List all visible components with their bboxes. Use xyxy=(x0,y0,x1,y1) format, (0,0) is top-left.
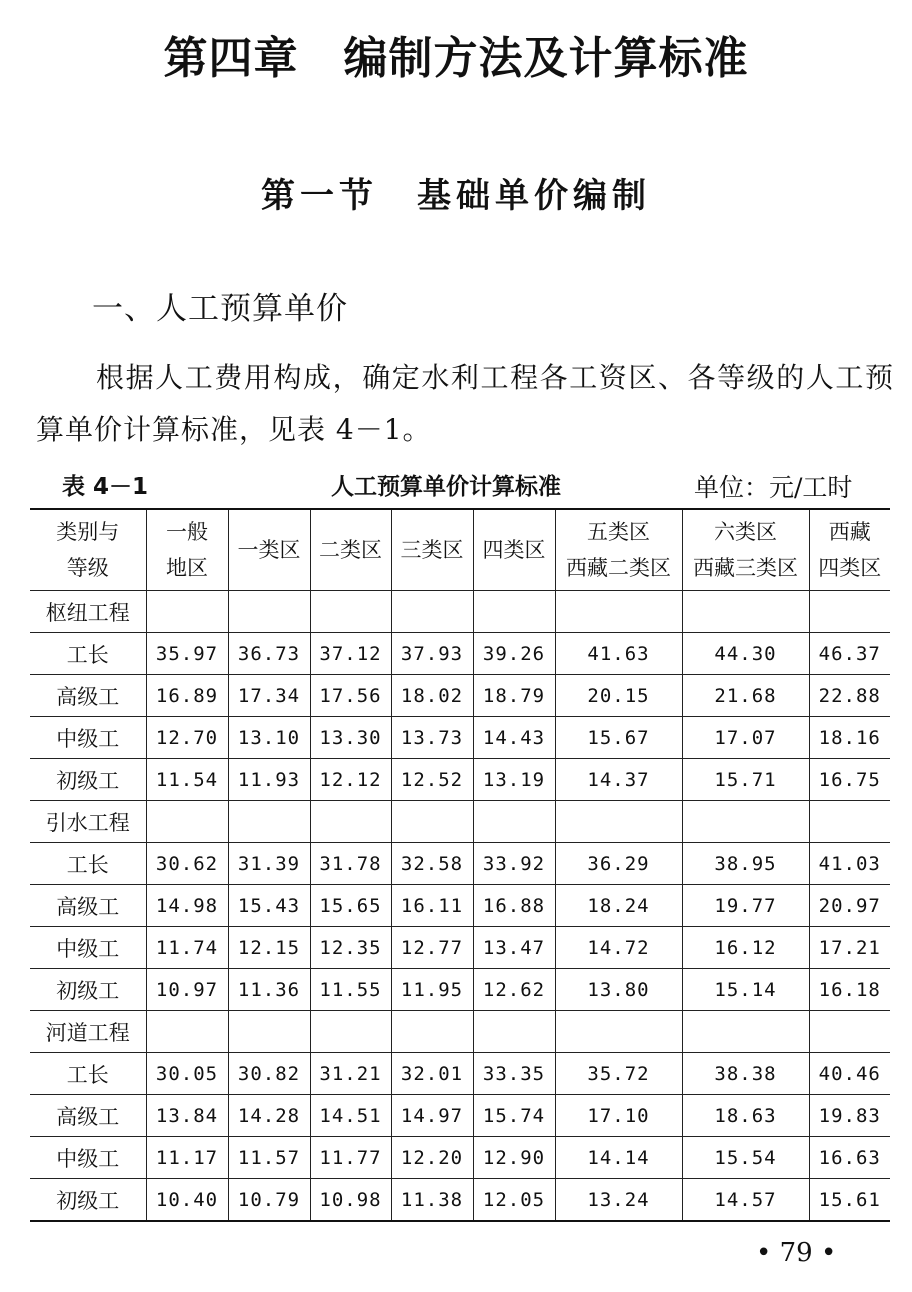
rate-cell: 10.98 xyxy=(310,1179,391,1222)
table-row xyxy=(30,1053,890,1095)
table-row xyxy=(30,759,890,801)
rate-cell: 16.18 xyxy=(809,969,890,1011)
rate-cell: 13.84 xyxy=(146,1095,228,1137)
rate-cell: 13.24 xyxy=(555,1179,682,1222)
grade-cell: 高级工 xyxy=(30,675,146,717)
empty-cell xyxy=(310,801,391,843)
empty-cell xyxy=(146,591,228,633)
rate-cell: 14.98 xyxy=(146,885,228,927)
empty-cell xyxy=(809,591,890,633)
rate-cell: 12.62 xyxy=(473,969,555,1011)
column-header-line: 西藏 xyxy=(828,520,871,544)
table-row xyxy=(30,675,890,717)
column-header-line: 四类区 xyxy=(818,556,882,580)
rate-cell: 11.55 xyxy=(310,969,391,1011)
rate-cell: 11.36 xyxy=(228,969,310,1011)
column-header xyxy=(391,509,473,591)
rate-cell: 11.57 xyxy=(228,1137,310,1179)
grade-cell: 初级工 xyxy=(30,1179,146,1222)
rate-cell: 15.43 xyxy=(228,885,310,927)
rate-cell: 30.82 xyxy=(228,1053,310,1095)
grade-cell: 初级工 xyxy=(30,759,146,801)
rate-cell: 35.97 xyxy=(146,633,228,675)
rate-cell: 12.90 xyxy=(473,1137,555,1179)
subsection-title: 一、人工预算单价 xyxy=(92,291,348,327)
body-paragraph: 根据人工费用构成，确定水利工程各工资区、各等级的人工预算单价计算标准，见表 4－1。 xyxy=(36,361,894,446)
rate-cell: 15.65 xyxy=(310,885,391,927)
empty-cell xyxy=(310,1011,391,1053)
rate-cell: 16.75 xyxy=(809,759,890,801)
rate-cell: 11.38 xyxy=(391,1179,473,1222)
rate-cell: 14.28 xyxy=(228,1095,310,1137)
group-name-cell: 河道工程 xyxy=(30,1011,146,1053)
rate-cell: 18.79 xyxy=(473,675,555,717)
rate-cell: 12.05 xyxy=(473,1179,555,1222)
rate-cell: 15.61 xyxy=(809,1179,890,1222)
rate-cell: 14.72 xyxy=(555,927,682,969)
empty-cell xyxy=(228,591,310,633)
rate-cell: 38.38 xyxy=(682,1053,809,1095)
empty-cell xyxy=(473,1011,555,1053)
rate-cell: 38.95 xyxy=(682,843,809,885)
rate-cell: 11.17 xyxy=(146,1137,228,1179)
empty-cell xyxy=(682,801,809,843)
section-title: 第一节 基础单价编制 xyxy=(261,176,651,216)
rate-cell: 17.21 xyxy=(809,927,890,969)
column-header xyxy=(30,509,146,591)
grade-cell: 工长 xyxy=(30,633,146,675)
empty-cell xyxy=(146,801,228,843)
rate-cell: 20.97 xyxy=(809,885,890,927)
rate-cell: 30.62 xyxy=(146,843,228,885)
group-row xyxy=(30,591,890,633)
grade-cell: 中级工 xyxy=(30,927,146,969)
column-header-line: 六类区 xyxy=(714,520,777,544)
rate-cell: 10.97 xyxy=(146,969,228,1011)
empty-cell xyxy=(391,1011,473,1053)
column-header-line: 三类区 xyxy=(400,538,464,562)
rate-cell: 33.35 xyxy=(473,1053,555,1095)
empty-cell xyxy=(146,1011,228,1053)
rate-cell: 16.12 xyxy=(682,927,809,969)
empty-cell xyxy=(555,1011,682,1053)
group-row xyxy=(30,801,890,843)
column-header xyxy=(228,509,310,591)
chapter-title: 第四章 编制方法及计算标准 xyxy=(163,33,749,84)
column-header-line: 西藏三类区 xyxy=(693,556,798,580)
rate-cell: 31.78 xyxy=(310,843,391,885)
rate-cell: 41.63 xyxy=(555,633,682,675)
table-row xyxy=(30,633,890,675)
rate-cell: 19.83 xyxy=(809,1095,890,1137)
table-unit: 单位：元/工时 xyxy=(694,473,853,502)
rate-cell: 37.93 xyxy=(391,633,473,675)
rate-cell: 44.30 xyxy=(682,633,809,675)
column-header xyxy=(682,509,809,591)
grade-cell: 工长 xyxy=(30,843,146,885)
rate-cell: 37.12 xyxy=(310,633,391,675)
rate-cell: 36.73 xyxy=(228,633,310,675)
rate-cell: 31.39 xyxy=(228,843,310,885)
column-header-line: 地区 xyxy=(166,556,208,580)
rate-cell: 13.80 xyxy=(555,969,682,1011)
group-name-cell: 引水工程 xyxy=(30,801,146,843)
table-row xyxy=(30,927,890,969)
grade-cell: 高级工 xyxy=(30,885,146,927)
column-header-line: 五类区 xyxy=(587,520,650,544)
rate-cell: 15.14 xyxy=(682,969,809,1011)
empty-cell xyxy=(391,591,473,633)
rate-cell: 36.29 xyxy=(555,843,682,885)
rate-cell: 11.93 xyxy=(228,759,310,801)
rate-cell: 10.79 xyxy=(228,1179,310,1222)
rate-cell: 18.24 xyxy=(555,885,682,927)
rate-cell: 17.07 xyxy=(682,717,809,759)
rate-cell: 15.71 xyxy=(682,759,809,801)
rate-cell: 15.54 xyxy=(682,1137,809,1179)
table-header-row xyxy=(30,509,890,591)
rate-cell: 14.51 xyxy=(310,1095,391,1137)
empty-cell xyxy=(555,801,682,843)
grade-cell: 工长 xyxy=(30,1053,146,1095)
rate-cell: 30.05 xyxy=(146,1053,228,1095)
column-header xyxy=(555,509,682,591)
rate-cell: 16.11 xyxy=(391,885,473,927)
column-header-line: 四类区 xyxy=(482,538,546,562)
rate-cell: 14.57 xyxy=(682,1179,809,1222)
rate-cell: 16.88 xyxy=(473,885,555,927)
column-header-line: 等级 xyxy=(66,556,109,580)
grade-cell: 高级工 xyxy=(30,1095,146,1137)
rate-cell: 46.37 xyxy=(809,633,890,675)
grade-cell: 中级工 xyxy=(30,717,146,759)
rate-cell: 11.77 xyxy=(310,1137,391,1179)
rate-cell: 21.68 xyxy=(682,675,809,717)
empty-cell xyxy=(228,1011,310,1053)
rate-cell: 20.15 xyxy=(555,675,682,717)
rate-cell: 10.40 xyxy=(146,1179,228,1222)
table-number: 表 4－1 xyxy=(62,474,149,500)
column-header xyxy=(146,509,228,591)
empty-cell xyxy=(473,591,555,633)
empty-cell xyxy=(310,591,391,633)
column-header-line: 西藏二类区 xyxy=(566,556,671,580)
empty-cell xyxy=(555,591,682,633)
empty-cell xyxy=(391,801,473,843)
table-row xyxy=(30,1095,890,1137)
empty-cell xyxy=(228,801,310,843)
group-name-cell: 枢纽工程 xyxy=(30,591,146,633)
rate-cell: 18.63 xyxy=(682,1095,809,1137)
rate-cell: 17.10 xyxy=(555,1095,682,1137)
empty-cell xyxy=(809,1011,890,1053)
column-header-line: 二类区 xyxy=(319,538,382,562)
empty-cell xyxy=(809,801,890,843)
table-row xyxy=(30,1179,890,1222)
rate-cell: 22.88 xyxy=(809,675,890,717)
rate-cell: 13.19 xyxy=(473,759,555,801)
rate-cell: 13.47 xyxy=(473,927,555,969)
table-row xyxy=(30,885,890,927)
rate-cell: 11.74 xyxy=(146,927,228,969)
rate-cell: 40.46 xyxy=(809,1053,890,1095)
empty-cell xyxy=(682,591,809,633)
rate-cell: 12.35 xyxy=(310,927,391,969)
rate-cell: 14.37 xyxy=(555,759,682,801)
rate-cell: 12.77 xyxy=(391,927,473,969)
rate-cell: 32.01 xyxy=(391,1053,473,1095)
rate-cell: 15.74 xyxy=(473,1095,555,1137)
rate-cell: 12.12 xyxy=(310,759,391,801)
rate-cell: 18.02 xyxy=(391,675,473,717)
rate-cell: 31.21 xyxy=(310,1053,391,1095)
rate-cell: 32.58 xyxy=(391,843,473,885)
rate-cell: 19.77 xyxy=(682,885,809,927)
column-header xyxy=(473,509,555,591)
rate-cell: 12.70 xyxy=(146,717,228,759)
rate-cell: 16.63 xyxy=(809,1137,890,1179)
rate-cell: 11.54 xyxy=(146,759,228,801)
rate-cell: 16.89 xyxy=(146,675,228,717)
table-title: 人工预算单价计算标准 xyxy=(331,474,561,500)
rate-cell: 12.15 xyxy=(228,927,310,969)
rate-cell: 15.67 xyxy=(555,717,682,759)
table-body xyxy=(30,591,890,1222)
page-number: • 79 • xyxy=(756,1238,837,1268)
column-header-line: 一类区 xyxy=(237,538,301,562)
rate-cell: 13.73 xyxy=(391,717,473,759)
group-row xyxy=(30,1011,890,1053)
rate-cell: 12.20 xyxy=(391,1137,473,1179)
rate-cell: 12.52 xyxy=(391,759,473,801)
labor-rate-table xyxy=(30,508,890,1222)
column-header xyxy=(809,509,890,591)
grade-cell: 中级工 xyxy=(30,1137,146,1179)
table-row xyxy=(30,717,890,759)
table-row xyxy=(30,843,890,885)
table-row xyxy=(30,969,890,1011)
rate-cell: 13.30 xyxy=(310,717,391,759)
rate-cell: 17.34 xyxy=(228,675,310,717)
empty-cell xyxy=(473,801,555,843)
rate-cell: 18.16 xyxy=(809,717,890,759)
rate-cell: 14.14 xyxy=(555,1137,682,1179)
rate-cell: 39.26 xyxy=(473,633,555,675)
rate-cell: 14.97 xyxy=(391,1095,473,1137)
rate-cell: 14.43 xyxy=(473,717,555,759)
column-header-line: 类别与 xyxy=(56,520,120,544)
rate-cell: 13.10 xyxy=(228,717,310,759)
grade-cell: 初级工 xyxy=(30,969,146,1011)
empty-cell xyxy=(682,1011,809,1053)
rate-cell: 35.72 xyxy=(555,1053,682,1095)
rate-cell: 17.56 xyxy=(310,675,391,717)
rate-cell: 41.03 xyxy=(809,843,890,885)
table-row xyxy=(30,1137,890,1179)
rate-cell: 11.95 xyxy=(391,969,473,1011)
rate-cell: 33.92 xyxy=(473,843,555,885)
column-header-line: 一般 xyxy=(166,520,208,544)
column-header xyxy=(310,509,391,591)
